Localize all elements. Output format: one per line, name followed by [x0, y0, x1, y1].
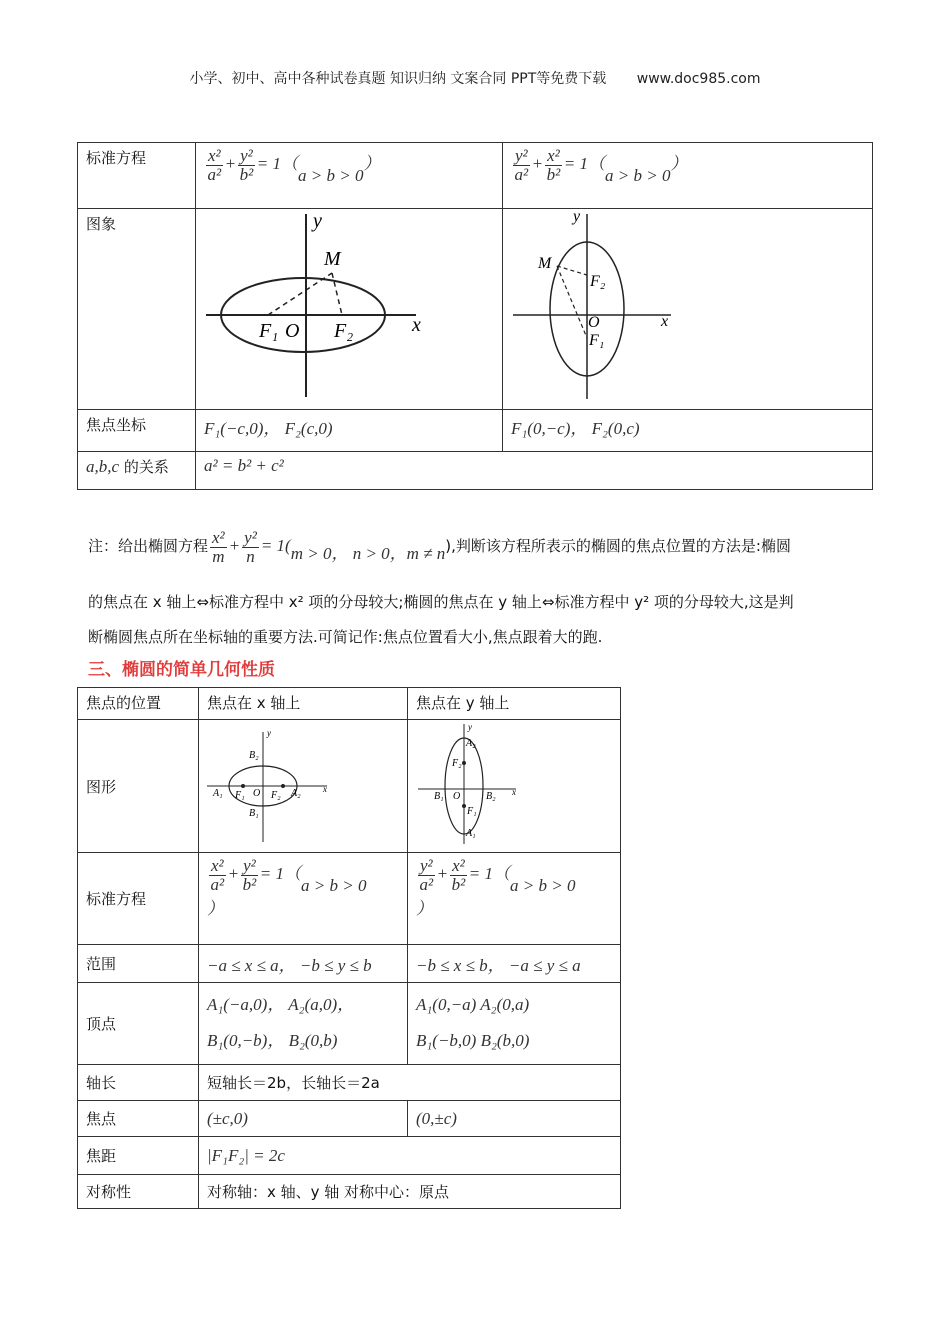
header-focus-x: 焦点在 x 轴上	[199, 688, 408, 720]
y-label: y	[313, 210, 322, 232]
header-text: 小学、初中、高中各种试卷真题 知识归纳 文案合同 PPT等免费下载	[189, 71, 607, 87]
m-label: M	[538, 255, 552, 272]
b2-label: B₂	[249, 750, 259, 761]
ellipse-y-figure	[408, 720, 620, 848]
header-focus-y: 焦点在 y 轴上	[408, 688, 621, 720]
f2-label: F₂	[271, 790, 281, 801]
x-label: x	[512, 787, 516, 797]
figure-cell-y	[408, 720, 621, 853]
focus-coords-x: F₁(−c,0)， F₂(c,0)	[196, 410, 503, 452]
label-axis-length: 轴长	[78, 1065, 199, 1101]
b1-label: B₁	[249, 808, 259, 819]
f1-dot	[241, 784, 245, 788]
f1-label: F₁	[589, 332, 605, 349]
a1-label: A₁	[466, 828, 476, 839]
ellipse-x-graph	[196, 209, 501, 405]
origin-label: O	[453, 791, 461, 802]
origin-label: O	[253, 788, 261, 799]
graph-cell-x	[196, 209, 503, 410]
f1-dot	[462, 804, 466, 808]
label-vertex: 顶点	[78, 983, 199, 1065]
f2-label: F₂	[452, 758, 462, 769]
focal-distance-value: |F₁F₂| = 2c	[199, 1137, 621, 1175]
b2-label: B₂	[486, 791, 496, 802]
y-label: y	[468, 722, 472, 732]
header-focus-position: 焦点的位置	[78, 688, 199, 720]
ellipse-x-figure	[199, 720, 406, 848]
label-focal-distance: 焦距	[78, 1137, 199, 1175]
vertex-y: A₁(0,−a) A₂(0,a) B₁(−b,0) B₂(b,0)	[408, 983, 621, 1065]
vertex-x: A₁(−a,0)， A₂(a,0)， B₁(0,−b)， B₂(0,b)	[199, 983, 408, 1065]
f2-dot	[281, 784, 285, 788]
equation-cell-x: $\frac{\text{x²}}{\text{a²}}$ + $\frac{\text{y²}}{\text{b²}}$ = 1（a > b > 0）	[196, 143, 503, 209]
label-abc-relation: a,b,c 的关系	[78, 452, 196, 490]
m-label: M	[324, 248, 341, 270]
graph-cell-y	[503, 209, 873, 410]
foci-y: (0,±c)	[408, 1101, 621, 1137]
header-url[interactable]: www.doc985.com	[636, 71, 761, 87]
line-m-f2	[332, 273, 342, 315]
f1-label: F₁	[467, 806, 477, 817]
a2-label: A₂	[291, 788, 301, 799]
ellipse-standard-table	[77, 142, 873, 490]
line-m-f1	[557, 266, 587, 338]
f2-label: F₂	[590, 273, 606, 290]
y-label: y	[573, 209, 581, 225]
note-line-2: 的焦点在 x 轴上⇔标准方程中 x² 项的分母较大;椭圆的焦点在 y 轴上⇔标准方程中 y² 项的分母较大,这是判	[88, 593, 794, 611]
equation-cell-y: $\frac{\text{y²}}{\text{a²}}$ + $\frac{\text{x²}}{\text{b²}}$ = 1（a > b > 0）	[503, 143, 873, 209]
a2-label: A₂	[466, 738, 476, 749]
foci-x: (±c,0)	[199, 1101, 408, 1137]
abc-relation-value: a² = b² + c²	[196, 452, 873, 490]
label-graph: 图象	[78, 209, 196, 410]
range-x: −a ≤ x ≤ a， −b ≤ y ≤ b	[199, 945, 408, 983]
label-foci: 焦点	[78, 1101, 199, 1137]
a1-label: A₁	[213, 788, 223, 799]
page-header	[0, 68, 950, 88]
label-standard-equation-2: 标准方程	[78, 853, 199, 945]
label-symmetry: 对称性	[78, 1175, 199, 1209]
ellipse-properties-table	[77, 687, 621, 1209]
axis-length-value: 短轴长＝2b，长轴长＝2a	[199, 1065, 621, 1101]
origin-label: O	[588, 314, 600, 331]
f1-label: F₁	[235, 790, 245, 801]
range-y: −b ≤ x ≤ b， −a ≤ y ≤ a	[408, 945, 621, 983]
label-figure: 图形	[78, 720, 199, 853]
equation2-cell-y: $\frac{\text{y²}}{\text{a²}}$ + $\frac{\text{x²}}{\text{b²}}$ = 1（a > b > 0 ）	[408, 853, 621, 945]
x-label: x	[412, 314, 421, 336]
symmetry-value: 对称轴：x 轴、y 轴 对称中心：原点	[199, 1175, 621, 1209]
figure-cell-x	[199, 720, 408, 853]
b1-label: B₁	[434, 791, 444, 802]
f2-label: F₂	[334, 320, 354, 342]
origin-label: O	[285, 320, 300, 342]
focus-coords-y: F₁(0,−c)， F₂(0,c)	[503, 410, 873, 452]
label-range: 范围	[78, 945, 199, 983]
x-label: x	[323, 784, 327, 794]
x-label: x	[661, 313, 669, 330]
equation2-cell-x: $\frac{\text{x²}}{\text{a²}}$ + $\frac{\text{y²}}{\text{b²}}$ = 1（a > b > 0 ）	[199, 853, 408, 945]
section-title: 三、椭圆的简单几何性质	[88, 660, 275, 680]
note-line-3: 断椭圆焦点所在坐标轴的重要方法.可简记作:焦点位置看大小,焦点跟着大的跑.	[88, 628, 603, 646]
f2-dot	[462, 761, 466, 765]
note-line-1: 注：给出椭圆方程 $\frac{\text{x²}}{m}$ + $\frac{\text{y²}}{n}$ = 1(m > 0， n > 0，m ≠ n),判断该方程所表示的椭圆的焦点位置的方法是:椭圆	[88, 527, 791, 566]
f1-label: F₁	[259, 320, 279, 342]
label-standard-equation: 标准方程	[78, 143, 196, 209]
line-m-f2	[557, 266, 587, 275]
ellipse-y-graph	[503, 209, 871, 405]
label-focus-coords: 焦点坐标	[78, 410, 196, 452]
y-label: y	[267, 728, 271, 738]
